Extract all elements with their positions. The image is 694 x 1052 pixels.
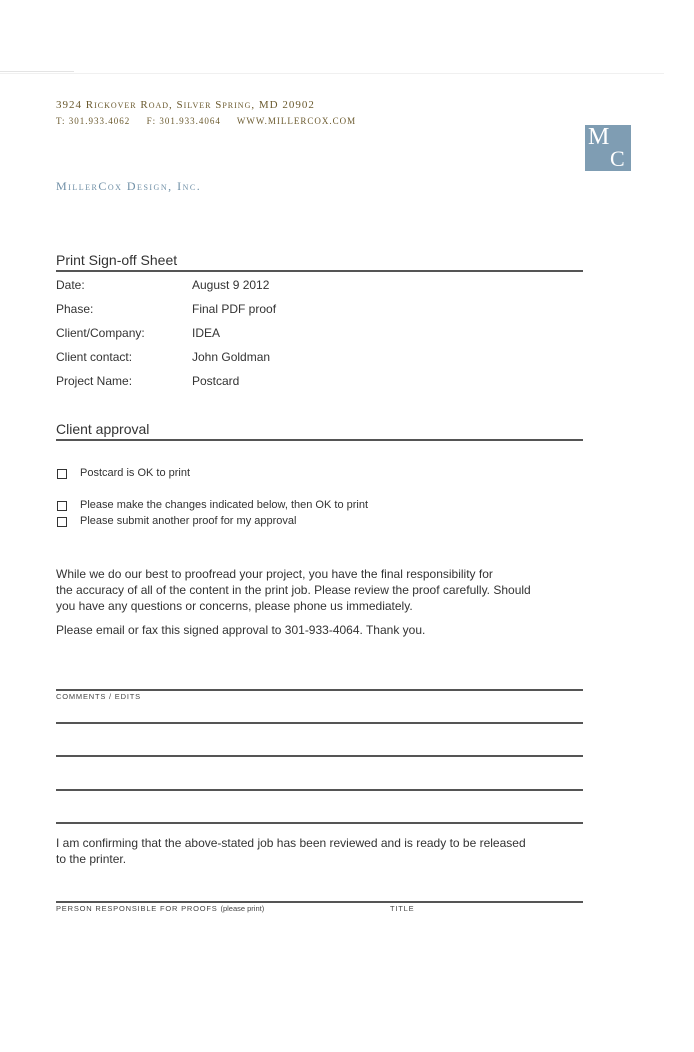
- approval-heading: Client approval: [56, 421, 150, 437]
- project-value: Postcard: [192, 374, 240, 388]
- date-value: August 9 2012: [192, 278, 270, 292]
- divider: [0, 73, 664, 74]
- phone: T: 301.933.4062: [56, 116, 131, 126]
- fax: F: 301.933.4064: [146, 116, 221, 126]
- logo-letter-c: C: [610, 146, 625, 171]
- page-title: Print Sign-off Sheet: [56, 252, 178, 268]
- changes-checkbox[interactable]: [57, 501, 67, 511]
- contact-value: John Goldman: [192, 350, 271, 364]
- ok-to-print-checkbox[interactable]: [57, 469, 67, 479]
- project-label: Project Name:: [56, 374, 133, 388]
- comment-line[interactable]: [56, 755, 583, 757]
- title-label: TITLE: [390, 904, 415, 913]
- another-proof-label: Please submit another proof for my approval: [80, 515, 297, 527]
- comments-label: COMMENTS / EDITS: [56, 692, 141, 701]
- person-label-text: PERSON RESPONSIBLE FOR PROOFS: [56, 904, 218, 913]
- person-hint: (please print): [220, 904, 265, 913]
- logo-letter-m: M: [588, 125, 610, 150]
- comment-line[interactable]: [56, 822, 583, 824]
- another-proof-checkbox[interactable]: [57, 517, 67, 527]
- comment-line[interactable]: [56, 689, 583, 691]
- company-name: MillerCox Design, Inc.: [56, 179, 202, 193]
- divider: [56, 270, 583, 272]
- person-label: [56, 904, 264, 913]
- disclaimer: [56, 566, 531, 614]
- signature-line[interactable]: [56, 901, 583, 903]
- confirmation-line: I am confirming that the above-stated job has been reviewed and is ready to be released: [56, 836, 526, 850]
- confirmation-text: [56, 835, 526, 867]
- instruction: Please email or fax this signed approval to 301-933-4064. Thank you.: [56, 623, 426, 637]
- confirmation-line: to the printer.: [56, 852, 127, 866]
- phase-label: Phase:: [56, 302, 94, 316]
- divider: [0, 71, 74, 72]
- comment-line[interactable]: [56, 722, 583, 724]
- divider: [56, 439, 583, 441]
- disclaimer-line: While we do our best to proofread your project, you have the final responsibility for: [56, 567, 493, 581]
- address: 3924 Rickover Road, Silver Spring, MD 20902: [56, 99, 315, 111]
- ok-to-print-label: Postcard is OK to print: [80, 467, 191, 479]
- date-label: Date:: [56, 278, 85, 292]
- company-logo: [585, 125, 631, 171]
- comment-line[interactable]: [56, 789, 583, 791]
- phase-value: Final PDF proof: [192, 302, 277, 316]
- contact-line: [56, 116, 356, 126]
- disclaimer-line: the accuracy of all of the content in the print job. Please review the proof carefully. Should: [56, 583, 531, 597]
- client-value: IDEA: [192, 326, 221, 340]
- disclaimer-line: you have any questions or concerns, please phone us immediately.: [56, 599, 413, 613]
- contact-label: Client contact:: [56, 350, 133, 364]
- client-label: Client/Company:: [56, 326, 145, 340]
- changes-label: Please make the changes indicated below, then OK to print: [80, 499, 369, 511]
- website: WWW.MILLERCOX.COM: [236, 116, 357, 126]
